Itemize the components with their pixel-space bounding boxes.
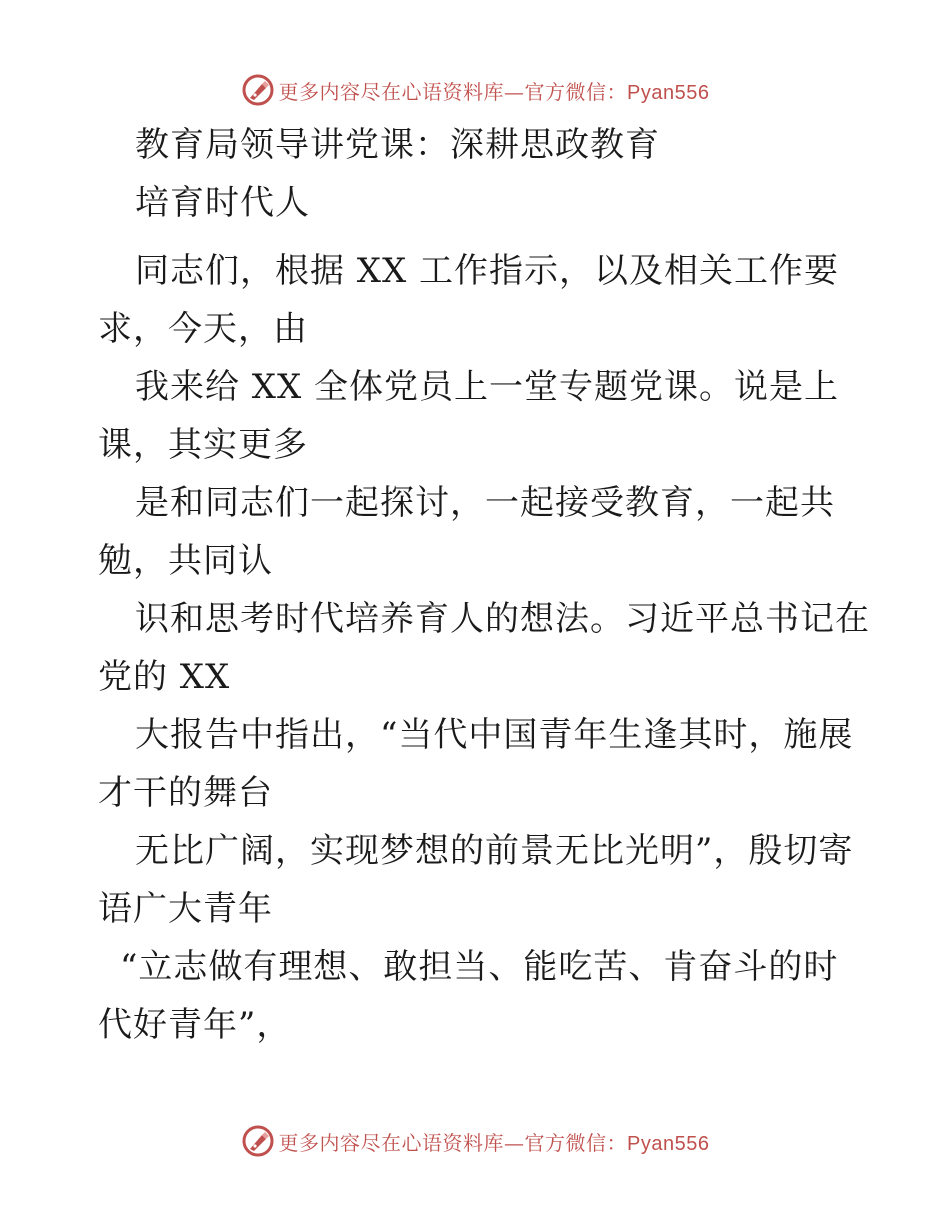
paragraph-line: 党的 XX bbox=[98, 657, 231, 697]
header-watermark bbox=[0, 70, 950, 110]
paragraph-line: 同志们，根据 XX 工作指示，以及相关工作要 bbox=[135, 251, 840, 291]
footer-watermark bbox=[0, 1121, 950, 1161]
paragraph-line: 是和同志们一起探讨，一起接受教育，一起共 bbox=[135, 483, 835, 523]
doc-title-line-1: 教育局领导讲党课：深耕思政教育 bbox=[135, 125, 660, 165]
paragraph-line: 课，其实更多 bbox=[98, 425, 308, 465]
paragraph-line: “立志做有理想、敢担当、能吃苦、肯奋斗的时 bbox=[120, 947, 839, 987]
watermark-text: 更多内容尽在心语资料库—官方微信：Pyan556 bbox=[278, 1130, 710, 1155]
pen-nib-logo-icon bbox=[241, 1124, 275, 1158]
paragraph-line: 识和思考时代培养育人的想法。习近平总书记在 bbox=[135, 599, 870, 639]
paragraph-line: 勉，共同认 bbox=[98, 541, 273, 581]
paragraph-line: 才干的舞台 bbox=[98, 773, 273, 813]
doc-title-line-2: 培育时代人 bbox=[135, 183, 310, 223]
wechat-id: Pyan556 bbox=[627, 81, 710, 104]
paragraph-line: 代好青年”， bbox=[98, 1005, 292, 1045]
document-body bbox=[98, 118, 870, 1045]
paragraph-line: 我来给 XX 全体党员上一堂专题党课。说是上 bbox=[135, 367, 840, 407]
pen-nib-logo-icon bbox=[241, 73, 275, 107]
paragraph-line: 语广大青年 bbox=[98, 889, 273, 929]
paragraph-line: 求，今天，由 bbox=[98, 309, 308, 349]
watermark-text: 更多内容尽在心语资料库—官方微信：Pyan556 bbox=[278, 79, 710, 104]
paragraph-line: 无比广阔，实现梦想的前景无比光明”，殷切寄 bbox=[135, 831, 854, 871]
paragraph-line: 大报告中指出，“当代中国青年生逢其时，施展 bbox=[135, 715, 854, 755]
wechat-id: Pyan556 bbox=[627, 1132, 710, 1155]
